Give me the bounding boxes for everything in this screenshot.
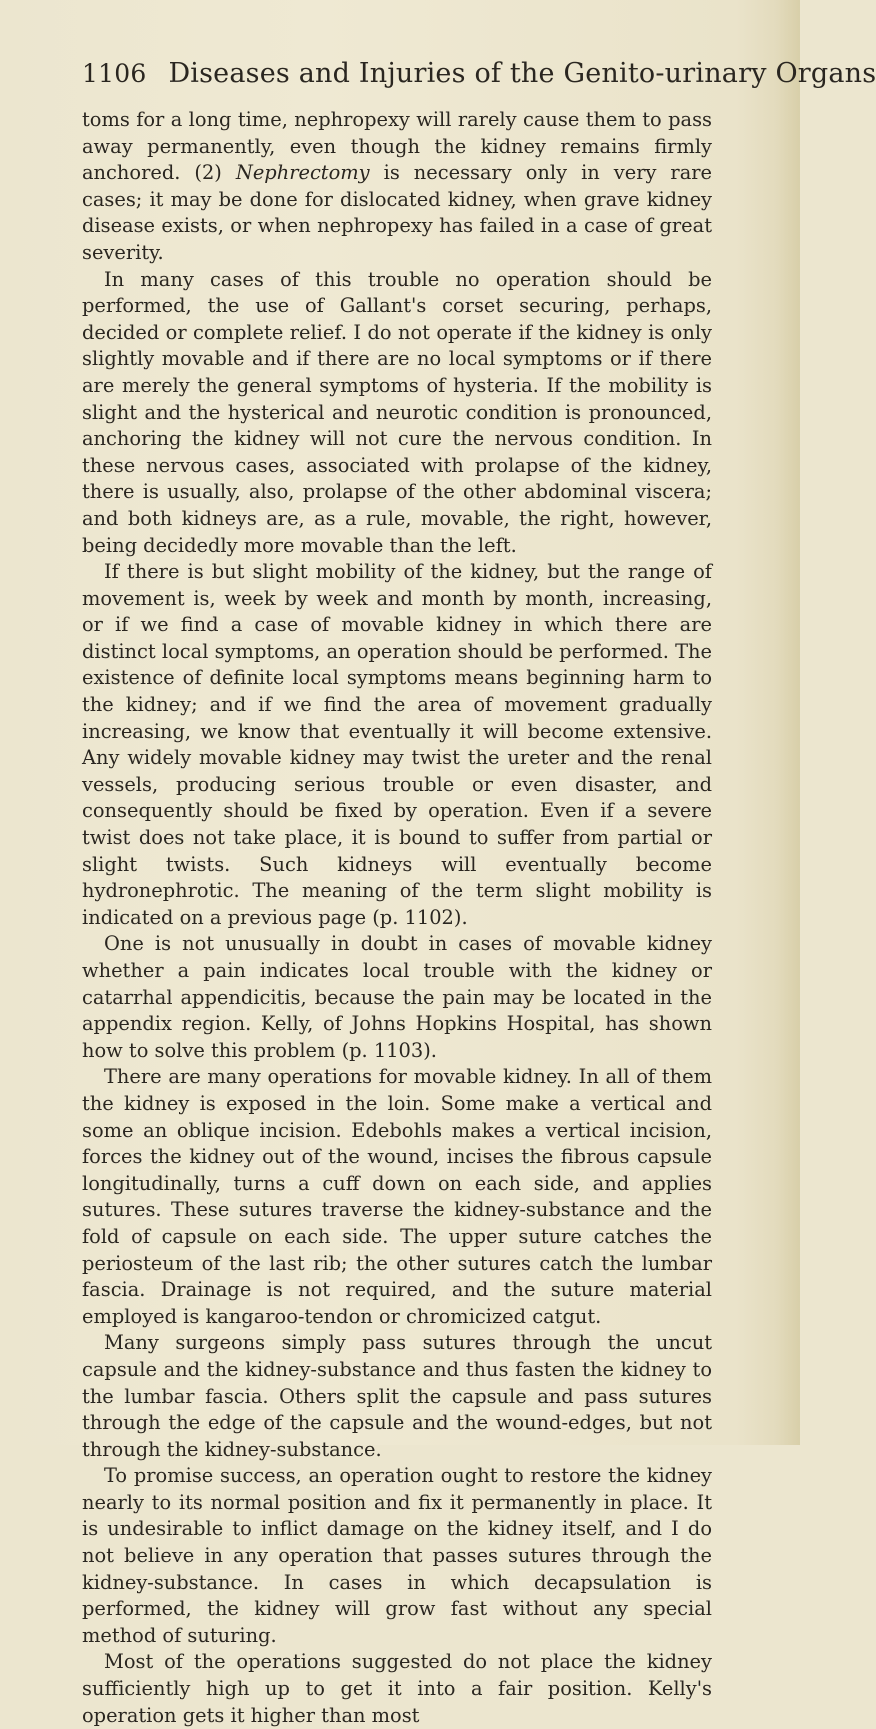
body-text xyxy=(82,107,712,1729)
paragraph: There are many operations for movable kidney. In all of them the kidney is exposed in the loin. Some make a vertical and some an oblique incision. Edebohls makes a vertical incision, forces the kidney out of the wound, incises the fibrous capsule longitudinally, turns a cuff down on each side, and applies sutures. These sutures traverse the kidney-substance and the fold of capsule on each side. The upper suture catches the periosteum of the last rib; the other sutures catch the lumbar fascia. Drainage is not required, and the suture material employed is kangaroo-tendon or chromicized catgut. xyxy=(82,1065,712,1328)
paragraph: If there is but slight mobility of the kidney, but the range of movement is, week by week and month by month, increasing, or if we find a case of movable kidney in which there are distinct local symptoms, an operation should be performed. The existence of definite local symptoms means beginning harm to the kidney; and if we find the area of movement gradually increasing, we know that eventually it will become extensive. Any widely movable kidney may twist the ureter and the renal vessels, producing serious trouble or even disaster, and consequently should be fixed by operation. Even if a severe twist does not take place, it is bound to suffer from partial or slight twists. Such kidneys will eventually become hydronephrotic. The meaning of the term slight mobility is indicated on a previous page (p. 1102). xyxy=(82,560,712,929)
chapter-title: Diseases and Injuries of the Genito-urinary Organs xyxy=(168,58,876,89)
paragraph: In many cases of this trouble no operation should be performed, the use of Gallant's corset securing, perhaps, decided or complete relief. I do not operate if the kidney is only slightly movable and if there are no local symptoms or if there are merely the general symptoms of hysteria. If the mobility is slight and the hysterical and neurotic condition is pronounced, anchoring the kidney will not cure the nervous condition. In these nervous cases, associated with prolapse of the kidney, there is usually, also, prolapse of the other abdominal viscera; and both kidneys are, as a rule, movable, the right, however, being decidedly more movable than the left. xyxy=(82,267,712,557)
paragraph-text: toms for a long time, nephropexy will rarely cause them to pass away permanently, even though the kidney remains firmly anchored. (2) xyxy=(82,108,712,185)
paragraph xyxy=(82,107,712,267)
page-number: 1106 xyxy=(82,59,147,88)
paragraph: Most of the operations suggested do not place the kidney sufficiently high up to get it into a fair position. Kelly's operation gets it higher than most xyxy=(82,1650,712,1727)
running-head xyxy=(82,58,876,89)
paragraph: One is not unusually in doubt in cases of movable kidney whether a pain indicates local trouble with the kidney or catarrhal appendicitis, because the pain may be located in the appendix region. Kelly, of Johns Hopkins Hospital, has shown how to solve this problem (p. 1103). xyxy=(82,932,712,1062)
paragraph: Many surgeons simply pass sutures through the uncut capsule and the kidney-substance and thus fasten the kidney to the lumbar fascia. Others split the capsule and pass sutures through the edge of the capsule and the wound-edges, but not through the kidney-substance. xyxy=(82,1331,712,1461)
italic-term: Nephrectomy xyxy=(235,161,370,185)
paragraph-text: is necessary only in very rare cases; it may be done for dislocated kidney, when grave kidney disease exists, or when nephropexy has failed in a case of great severity. xyxy=(82,161,712,264)
paragraph: To promise success, an operation ought to restore the kidney nearly to its normal position and fix it permanently in place. It is undesirable to inflict damage on the kidney itself, and I do not believe in any operation that passes sutures through the kidney-substance. In cases in which decapsulation is performed, the kidney will grow fast without any special method of suturing. xyxy=(82,1464,712,1647)
